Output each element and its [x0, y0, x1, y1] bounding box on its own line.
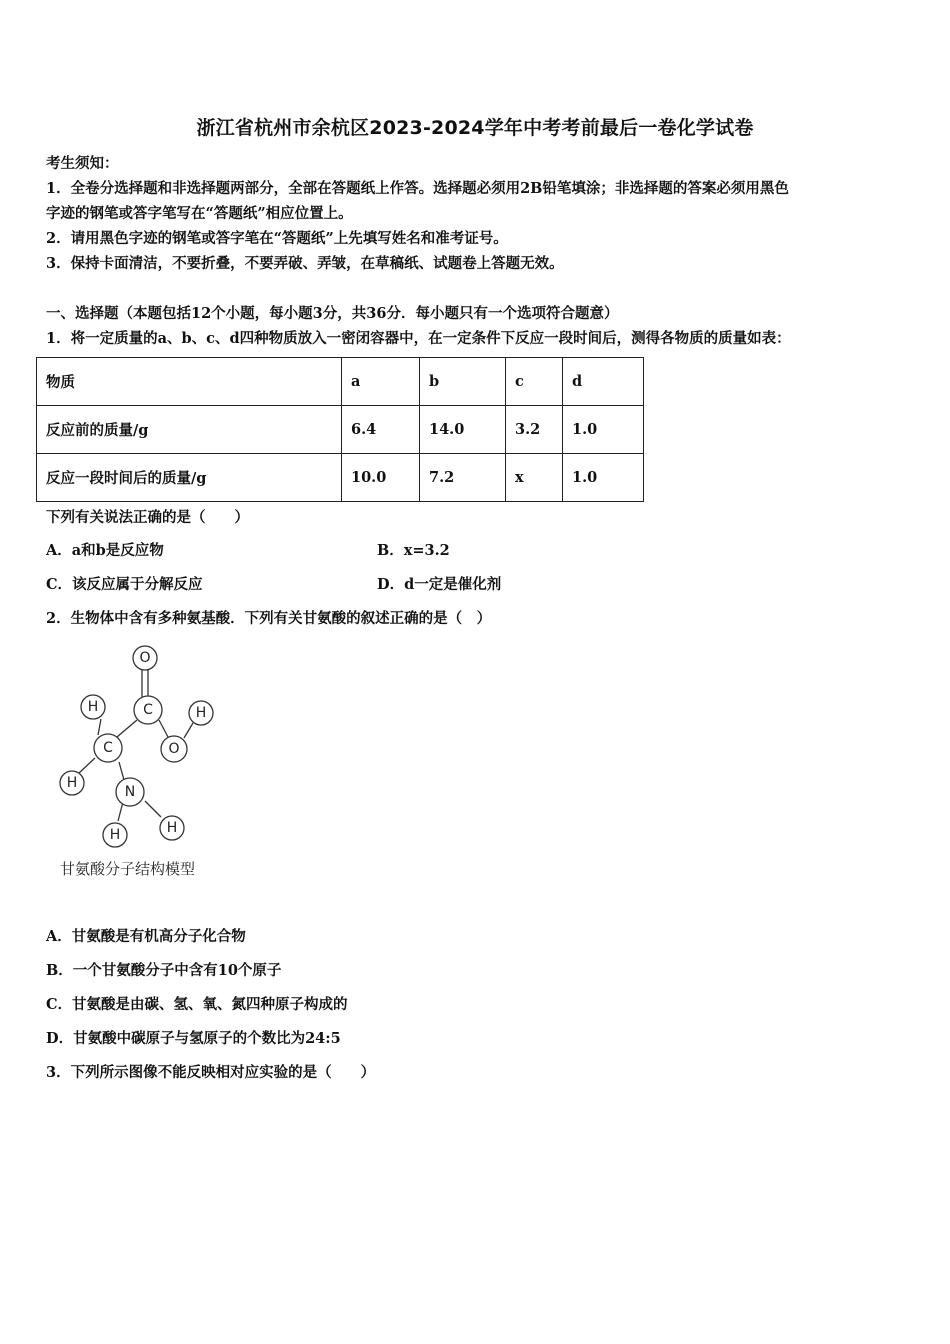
notice-heading: 考生须知： [46, 155, 119, 172]
table-cell: 3.2 [506, 406, 563, 454]
atom-label: O [168, 741, 180, 757]
table-header-cell: d [563, 358, 644, 406]
q1-stem: 1．将一定质量的a、b、c、d四种物质放入一密闭容器中，在一定条件下反应一段时间后，测得各物质的质量如表： [46, 330, 791, 347]
section-heading: 一、选择题（本题包括12个小题，每小题3分，共36分．每小题只有一个选项符合题意） [46, 305, 619, 322]
table-cell: 1.0 [563, 406, 644, 454]
q3-stem: 3．下列所示图像不能反映相对应实验的是（ ） [46, 1064, 376, 1081]
q2-stem: 2．生物体中含有多种氨基酸．下列有关甘氨酸的叙述正确的是（ ） [46, 610, 492, 627]
table-cell: x [506, 454, 563, 502]
bond-c-n [119, 762, 124, 780]
table-header-cell: b [420, 358, 506, 406]
bond-n-h1 [118, 802, 123, 821]
table-cell: 反应一段时间后的质量/g [37, 454, 342, 502]
q1-prompt: 下列有关说法正确的是（ ） [46, 509, 249, 526]
table-row [37, 406, 644, 454]
page-title: 浙江省杭州市余杭区2023-2024学年中考考前最后一卷化学试卷 [196, 117, 754, 139]
bond-c-h [78, 758, 95, 774]
q2-option-b: B．一个甘氨酸分子中含有10个原子 [46, 962, 282, 979]
glycine-molecule-svg [55, 640, 225, 850]
atom-label: C [103, 740, 113, 756]
table-cell: 1.0 [563, 454, 644, 502]
table-header-row [37, 358, 644, 406]
table-cell: 6.4 [342, 406, 420, 454]
atom-label: H [109, 827, 121, 843]
q1-option-a: A．a和b是反应物 [46, 542, 164, 559]
bond-c-c [117, 720, 137, 737]
table-cell: 14.0 [420, 406, 506, 454]
notice-item-3: 3．保持卡面清洁，不要折叠，不要弄破、弄皱，在草稿纸、试题卷上答题无效。 [46, 255, 564, 272]
atom-label: H [195, 705, 207, 721]
notice-item-1: 1．全卷分选择题和非选择题两部分，全部在答题纸上作答。选择题必须用2B铅笔填涂；非选择题的答案必须用黑色 [46, 180, 789, 197]
notice-item-1-cont: 字迹的钢笔或答字笔写在“答题纸”相应位置上。 [46, 205, 353, 222]
table-row [37, 454, 644, 502]
table-cell: 反应前的质量/g [37, 406, 342, 454]
q1-data-table [36, 357, 644, 502]
bond-o-h [184, 723, 193, 738]
table-cell: 10.0 [342, 454, 420, 502]
atom-label: O [139, 650, 151, 666]
q1-option-b: B．x=3.2 [377, 542, 450, 559]
bond-n-h2 [145, 801, 161, 817]
atom-label: H [66, 775, 78, 791]
q2-option-d: D．甘氨酸中碳原子与氢原子的个数比为24:5 [46, 1030, 341, 1047]
atom-label: C [143, 702, 153, 718]
q1-option-c: C．该反应属于分解反应 [46, 576, 203, 593]
notice-item-2: 2．请用黑色字迹的钢笔或答字笔在“答题纸”上先填写姓名和准考证号。 [46, 230, 508, 247]
table-header-cell: c [506, 358, 563, 406]
bond-c-o [159, 720, 168, 737]
q1-option-d: D．d一定是催化剂 [377, 576, 502, 593]
atom-label: N [124, 784, 136, 800]
diagram-caption: 甘氨酸分子结构模型 [60, 860, 196, 878]
atom-label: H [166, 820, 178, 836]
q2-option-c: C．甘氨酸是由碳、氢、氧、氮四种原子构成的 [46, 996, 348, 1013]
table-header-cell: a [342, 358, 420, 406]
bond-h-c [98, 719, 101, 735]
atom-label: H [87, 699, 99, 715]
glycine-structure-diagram [55, 640, 225, 885]
q2-option-a: A．甘氨酸是有机高分子化合物 [46, 928, 246, 945]
table-header-cell: 物质 [37, 358, 342, 406]
table-cell: 7.2 [420, 454, 506, 502]
